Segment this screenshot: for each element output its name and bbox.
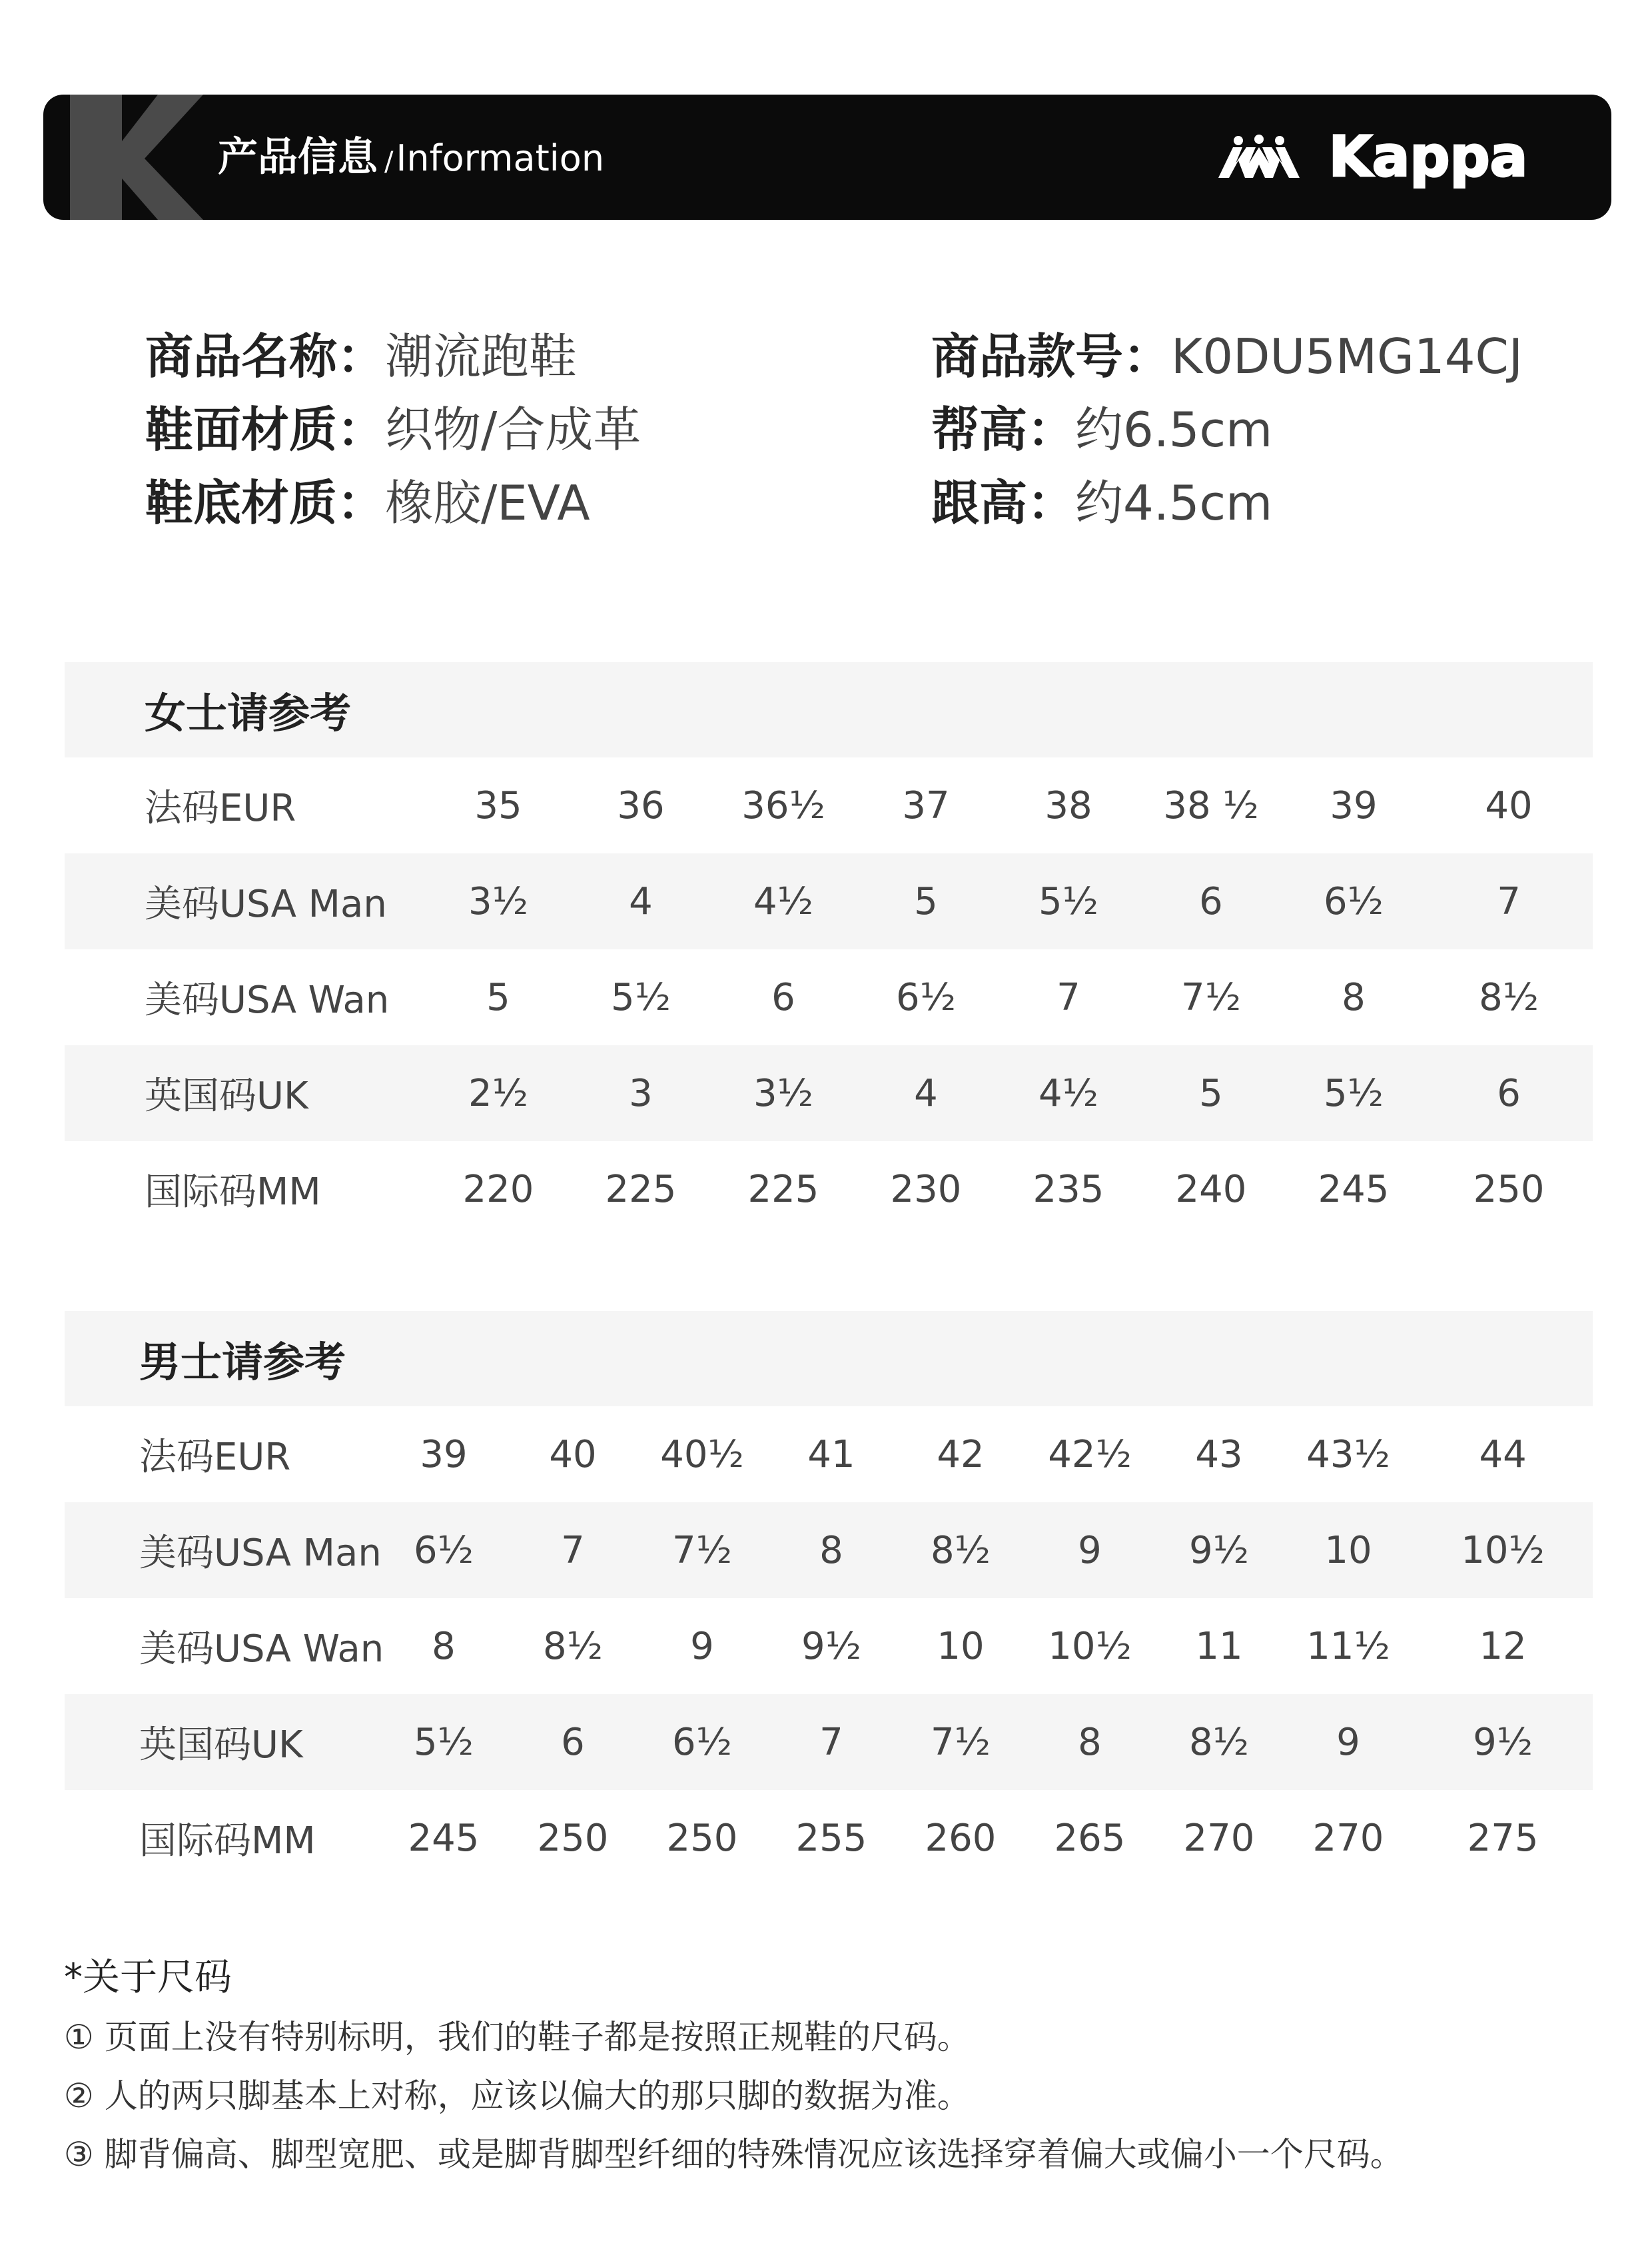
- size-cell: 42: [937, 1432, 985, 1476]
- women-table-title: 女士请参考: [65, 662, 1593, 757]
- product-info-right: [931, 320, 1523, 540]
- size-cell: 5: [1140, 1045, 1282, 1141]
- size-cell: 3½: [712, 1045, 855, 1141]
- size-cell: 245: [408, 1816, 480, 1860]
- size-cell: 40½: [660, 1432, 744, 1476]
- size-cell: 6½: [896, 975, 956, 1019]
- size-cell: 220: [462, 1167, 534, 1211]
- size-cell: 7½: [637, 1502, 767, 1598]
- size-cell: 10: [937, 1624, 985, 1668]
- size-cell: 6: [1425, 1045, 1593, 1141]
- size-cell: 10½: [1048, 1624, 1132, 1668]
- notes-title: *关于尺码: [64, 1956, 232, 1999]
- size-cell: 7: [1425, 853, 1593, 949]
- size-cell: 11: [1195, 1624, 1243, 1668]
- size-cell: 8: [767, 1502, 896, 1598]
- table-row: [65, 1406, 1593, 1502]
- product-code-value: K0DU5MG14CJ: [1171, 328, 1523, 384]
- size-cell: 9½: [1154, 1502, 1284, 1598]
- row-label: 国际码MM: [145, 1170, 321, 1214]
- heel-height-row: [931, 466, 1523, 540]
- heel-height-value: 约4.5cm: [1075, 475, 1273, 531]
- size-cell: 9: [1284, 1694, 1413, 1790]
- size-cell: 5½: [997, 853, 1140, 949]
- size-notes: [64, 1948, 1404, 2184]
- upper-material-row: [145, 393, 641, 466]
- size-cell: 235: [1032, 1167, 1104, 1211]
- size-cell: 44: [1479, 1432, 1527, 1476]
- size-cell: 37: [902, 783, 950, 827]
- table-row: [65, 853, 1593, 949]
- men-table-header: [65, 1311, 1593, 1406]
- size-cell: 11½: [1306, 1624, 1390, 1668]
- table-row: [65, 1694, 1593, 1790]
- size-cell: 6½: [637, 1694, 767, 1790]
- product-info-left: [145, 320, 641, 540]
- size-cell: 9½: [801, 1624, 861, 1668]
- size-cell: 265: [1054, 1816, 1126, 1860]
- size-cell: 12: [1479, 1624, 1527, 1668]
- men-size-table: [65, 1311, 1593, 1886]
- size-cell: 5: [855, 853, 997, 949]
- size-cell: 275: [1467, 1816, 1539, 1860]
- size-cell: 245: [1318, 1167, 1390, 1211]
- row-label: 法码EUR: [145, 787, 296, 830]
- row-label: 美码USA Wan: [139, 1627, 384, 1671]
- table-row: [65, 1790, 1593, 1886]
- note-item: ① 页面上没有特别标明，我们的鞋子都是按照正规鞋的尺码。: [64, 2018, 971, 2056]
- collar-height-value: 约6.5cm: [1075, 402, 1273, 458]
- table-row: [65, 949, 1593, 1045]
- row-label: 美码USA Wan: [145, 979, 390, 1022]
- table-row: [65, 1502, 1593, 1598]
- size-cell: 240: [1175, 1167, 1247, 1211]
- size-cell: 250: [666, 1816, 738, 1860]
- header-title-zh: 产品信息: [218, 134, 378, 181]
- size-cell: 250: [537, 1816, 609, 1860]
- size-cell: 6: [771, 975, 795, 1019]
- size-cell: 43½: [1306, 1432, 1390, 1476]
- size-cell: 260: [925, 1816, 997, 1860]
- size-cell: 8½: [543, 1624, 603, 1668]
- women-table-header: [65, 662, 1593, 757]
- size-cell: 6½: [379, 1502, 508, 1598]
- size-cell: 36½: [741, 783, 825, 827]
- table-row: [65, 757, 1593, 853]
- brand-logo: [1216, 123, 1545, 192]
- sole-material-label: 鞋底材质：: [145, 475, 386, 531]
- product-code-label: 商品款号：: [931, 328, 1172, 384]
- size-cell: 5½: [611, 975, 671, 1019]
- product-name-value: 潮流跑鞋: [385, 328, 578, 384]
- row-label: 英国码UK: [65, 1694, 379, 1790]
- size-cell: 8: [1342, 975, 1366, 1019]
- size-cell: 10½: [1413, 1502, 1593, 1598]
- collar-height-row: [931, 393, 1523, 466]
- size-cell: 41: [807, 1432, 855, 1476]
- collar-height-label: 帮高：: [931, 402, 1076, 458]
- size-cell: 4½: [712, 853, 855, 949]
- size-cell: 225: [605, 1167, 677, 1211]
- header-bar: [43, 95, 1611, 220]
- men-table-title: 男士请参考: [65, 1311, 1593, 1406]
- size-cell: 40: [1485, 783, 1533, 827]
- header-title-separator: /: [384, 147, 394, 177]
- size-cell: 4: [855, 1045, 997, 1141]
- size-cell: 7: [767, 1694, 896, 1790]
- size-cell: 250: [1473, 1167, 1545, 1211]
- table-row: [65, 1598, 1593, 1694]
- size-cell: 40: [549, 1432, 597, 1476]
- size-cell: 5½: [1282, 1045, 1425, 1141]
- size-cell: 4½: [997, 1045, 1140, 1141]
- header-title: [218, 95, 604, 220]
- size-cell: 8½: [1479, 975, 1539, 1019]
- svg-text:Kappa: Kappa: [1328, 124, 1528, 189]
- size-cell: 39: [1330, 783, 1378, 827]
- size-cell: 6: [1140, 853, 1282, 949]
- size-cell: 4: [570, 853, 712, 949]
- size-cell: 42½: [1048, 1432, 1132, 1476]
- sole-material-value: 橡胶/EVA: [385, 475, 590, 531]
- size-cell: 7½: [896, 1694, 1025, 1790]
- size-cell: 270: [1183, 1816, 1255, 1860]
- size-cell: 5: [486, 975, 510, 1019]
- size-cell: 3½: [427, 853, 570, 949]
- size-cell: 230: [890, 1167, 962, 1211]
- size-cell: 9: [1025, 1502, 1154, 1598]
- k-letter-decor-icon: [43, 95, 203, 220]
- size-cell: 38 ½: [1163, 783, 1259, 827]
- row-label: 美码USA Man: [65, 1502, 379, 1598]
- kappa-wordmark: [1312, 123, 1545, 192]
- upper-material-label: 鞋面材质：: [145, 402, 386, 458]
- table-row: [65, 1141, 1593, 1237]
- women-size-table: [65, 662, 1593, 1237]
- size-cell: 7: [508, 1502, 637, 1598]
- size-cell: 6½: [1282, 853, 1425, 949]
- size-cell: 8½: [1154, 1694, 1284, 1790]
- heel-height-label: 跟高：: [931, 475, 1076, 531]
- size-cell: 8½: [896, 1502, 1025, 1598]
- row-label: 英国码UK: [65, 1045, 427, 1141]
- size-cell: 38: [1044, 783, 1092, 827]
- size-cell: 7½: [1181, 975, 1241, 1019]
- size-cell: 6: [508, 1694, 637, 1790]
- size-cell: 255: [795, 1816, 867, 1860]
- size-cell: 270: [1312, 1816, 1384, 1860]
- size-cell: 35: [474, 783, 522, 827]
- size-cell: 7: [1056, 975, 1080, 1019]
- upper-material-value: 织物/合成革: [385, 402, 641, 458]
- row-label: 国际码MM: [139, 1819, 316, 1863]
- product-name-label: 商品名称：: [145, 328, 386, 384]
- note-item: ② 人的两只脚基本上对称，应该以偏大的那只脚的数据为准。: [64, 2076, 971, 2115]
- size-cell: 8: [1025, 1694, 1154, 1790]
- product-code-row: [931, 320, 1523, 393]
- size-cell: 5½: [379, 1694, 508, 1790]
- table-row: [65, 1045, 1593, 1141]
- size-cell: 39: [420, 1432, 468, 1476]
- product-name-row: [145, 320, 641, 393]
- size-cell: 9: [690, 1624, 714, 1668]
- header-title-en: Information: [396, 137, 605, 179]
- row-label: 法码EUR: [139, 1436, 291, 1479]
- size-cell: 43: [1195, 1432, 1243, 1476]
- size-cell: 10: [1284, 1502, 1413, 1598]
- size-cell: 8: [432, 1624, 456, 1668]
- size-cell: 36: [617, 783, 665, 827]
- size-cell: 9½: [1413, 1694, 1593, 1790]
- size-cell: 2½: [427, 1045, 570, 1141]
- row-label: 美码USA Man: [65, 853, 427, 949]
- sole-material-row: [145, 466, 641, 540]
- kappa-omini-logo-icon: [1216, 134, 1302, 181]
- size-cell: 3: [570, 1045, 712, 1141]
- note-item: ③ 脚背偏高、脚型宽肥、或是脚背脚型纤细的特殊情况应该选择穿着偏大或偏小一个尺码。: [64, 2135, 1404, 2174]
- size-cell: 225: [747, 1167, 819, 1211]
